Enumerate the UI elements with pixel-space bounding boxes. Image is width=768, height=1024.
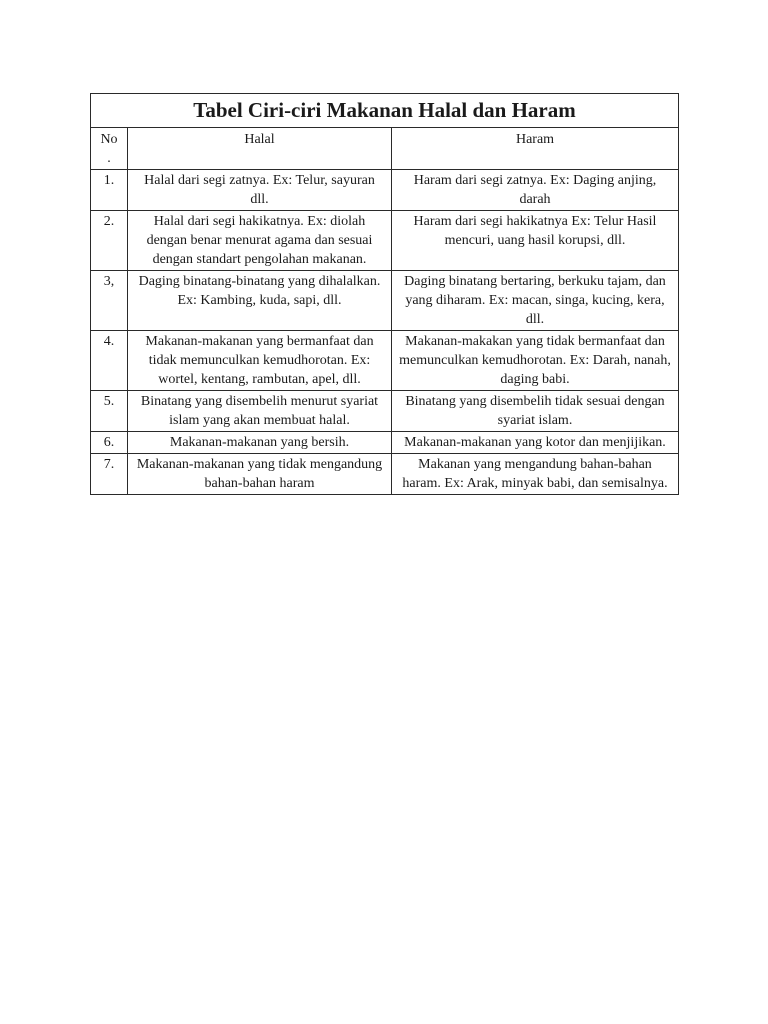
haram-cell: Haram dari segi hakikatnya Ex: Telur Hasil mencuri, uang hasil korupsi, dll. [392, 211, 679, 271]
row-number: 4. [91, 331, 128, 391]
table-row [91, 271, 679, 331]
table-row [91, 211, 679, 271]
halal-cell: Halal dari segi hakikatnya. Ex: diolah dengan benar menurat agama dan sesuai dengan standart pengolahan makanan. [128, 211, 392, 271]
halal-cell: Makanan-makanan yang tidak mengandung bahan-bahan haram [128, 454, 392, 495]
haram-cell: Daging binatang bertaring, berkuku tajam, dan yang diharam. Ex: macan, singa, kucing, kera, dll. [392, 271, 679, 331]
table-row [91, 432, 679, 454]
table-row [91, 331, 679, 391]
header-no-label: No . [100, 132, 118, 166]
row-number: 2. [91, 211, 128, 271]
table-title: Tabel Ciri-ciri Makanan Halal dan Haram [91, 94, 679, 128]
table-row [91, 391, 679, 432]
row-number: 1. [91, 170, 128, 211]
header-row [91, 128, 679, 170]
halal-haram-table [90, 93, 679, 495]
haram-cell: Makanan yang mengandung bahan-bahan haram. Ex: Arak, minyak babi, dan semisalnya. [392, 454, 679, 495]
haram-cell: Makanan-makanan yang kotor dan menjijikan. [392, 432, 679, 454]
table-row [91, 454, 679, 495]
halal-cell: Halal dari segi zatnya. Ex: Telur, sayuran dll. [128, 170, 392, 211]
halal-cell: Makanan-makanan yang bermanfaat dan tidak memunculkan kemudhorotan. Ex: wortel, kentang, rambutan, apel, dll. [128, 331, 392, 391]
header-haram: Haram [392, 128, 679, 170]
title-row [91, 94, 679, 128]
header-no [91, 128, 128, 170]
halal-cell: Daging binatang-binatang yang dihalalkan. Ex: Kambing, kuda, sapi, dll. [128, 271, 392, 331]
header-halal: Halal [128, 128, 392, 170]
haram-cell: Haram dari segi zatnya. Ex: Daging anjing, darah [392, 170, 679, 211]
halal-cell: Makanan-makanan yang bersih. [128, 432, 392, 454]
haram-cell: Makanan-makakan yang tidak bermanfaat dan memunculkan kemudhorotan. Ex: Darah, nanah, daging babi. [392, 331, 679, 391]
row-number: 3, [91, 271, 128, 331]
row-number: 5. [91, 391, 128, 432]
row-number: 7. [91, 454, 128, 495]
halal-cell: Binatang yang disembelih menurut syariat islam yang akan membuat halal. [128, 391, 392, 432]
table-row [91, 170, 679, 211]
row-number: 6. [91, 432, 128, 454]
document-page [90, 93, 678, 495]
haram-cell: Binatang yang disembelih tidak sesuai dengan syariat islam. [392, 391, 679, 432]
